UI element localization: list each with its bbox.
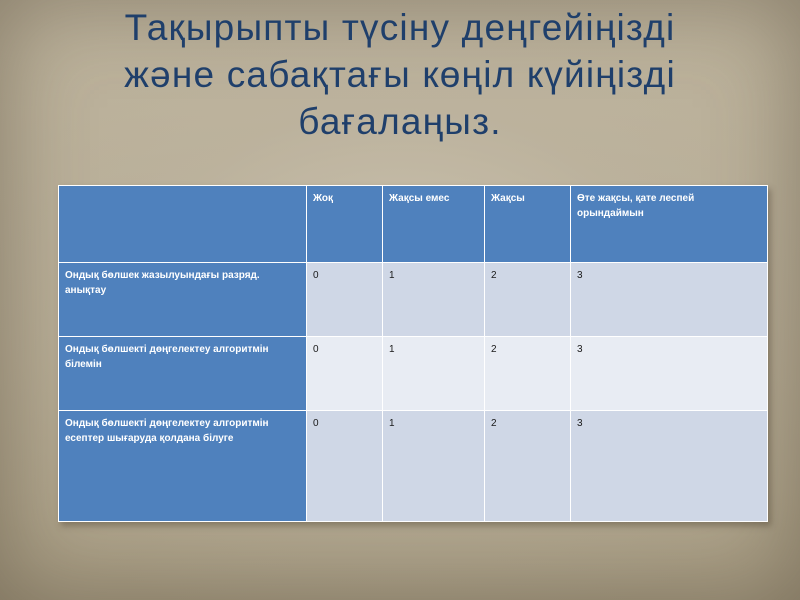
table-row	[59, 337, 768, 411]
column-header-good: Жақсы	[485, 186, 571, 263]
table-cell: 2	[485, 337, 571, 411]
rating-table	[58, 185, 768, 522]
title-line-1: Тақырыпты түсіну деңгейіңізді	[124, 7, 676, 48]
table-header-row	[59, 186, 768, 263]
title-line-3: бағалаңыз.	[298, 101, 502, 142]
row-label: Ондық бөлшек жазылуындағы разряд. анықтау	[59, 263, 307, 337]
table-cell: 3	[571, 263, 768, 337]
table-cell: 2	[485, 411, 571, 522]
column-header-very-good: Өте жақсы, қате леспей орындаймын	[571, 186, 768, 263]
table-header-corner	[59, 186, 307, 263]
table-cell: 2	[485, 263, 571, 337]
table-cell: 1	[383, 337, 485, 411]
table-row	[59, 263, 768, 337]
column-header-no: Жоқ	[307, 186, 383, 263]
slide-title	[40, 0, 760, 145]
table-cell: 0	[307, 263, 383, 337]
table-cell: 1	[383, 411, 485, 522]
table-row	[59, 411, 768, 522]
row-label: Ондық бөлшекті дөңгелектеу алгоритмін білемін	[59, 337, 307, 411]
table-cell: 0	[307, 411, 383, 522]
table-cell: 3	[571, 411, 768, 522]
title-line-2: және сабақтағы көңіл күйіңізді	[124, 54, 676, 95]
table-cell: 0	[307, 337, 383, 411]
row-label: Ондық бөлшекті дөңгелектеу алгоритмін есептер шығаруда қолдана білуге	[59, 411, 307, 522]
column-header-not-good: Жақсы емес	[383, 186, 485, 263]
table-cell: 3	[571, 337, 768, 411]
table-cell: 1	[383, 263, 485, 337]
